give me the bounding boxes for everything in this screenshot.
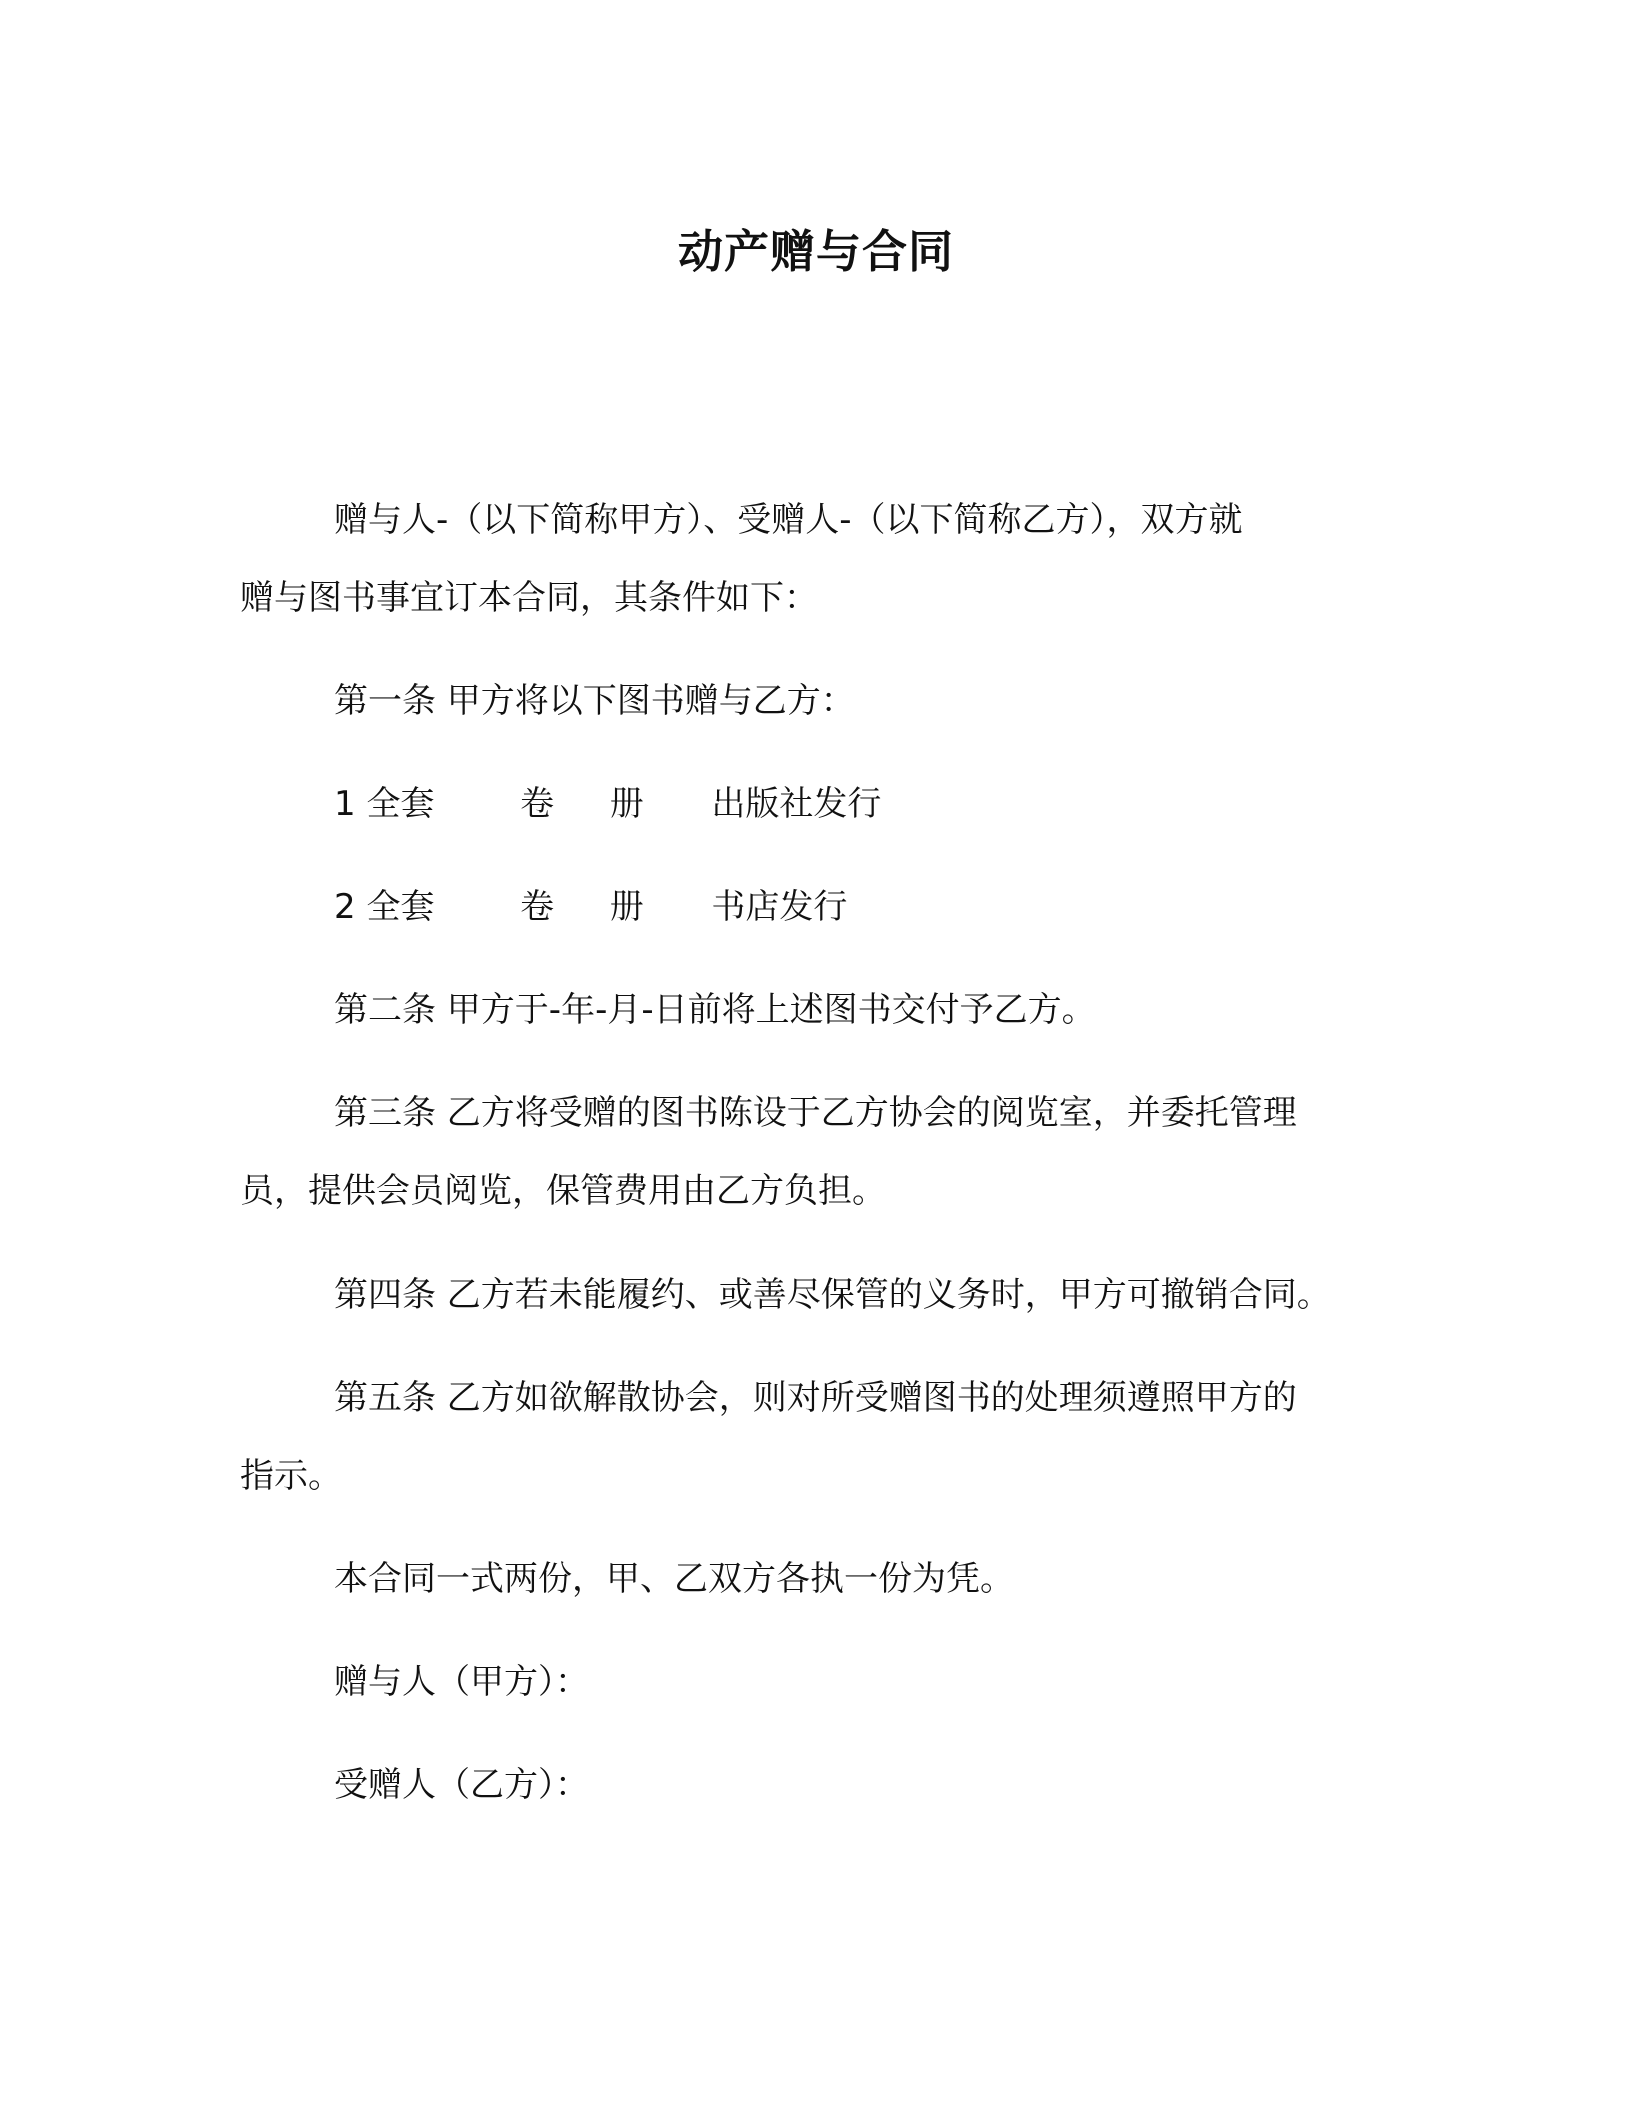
item-2-copies: 册: [609, 887, 644, 927]
item-1-copies: 册: [609, 784, 644, 824]
donee-signature-label: 受赠人（乙方）：: [334, 1765, 589, 1805]
item-1-volume: 卷: [520, 784, 555, 824]
book-item-2: [334, 884, 847, 930]
item-2-set: 全套: [366, 887, 435, 927]
article-5-line-1: 第五条 乙方如欲解散协会，则对所受赠图书的处理须遵照甲方的: [334, 1378, 1297, 1418]
article-3-line-2: 员，提供会员阅览，保管费用由乙方负担。: [240, 1171, 886, 1211]
item-2-publisher: 书店发行: [711, 887, 848, 927]
article-3-line-1: 第三条 乙方将受赠的图书陈设于乙方协会的阅览室，并委托管理: [334, 1093, 1297, 1133]
item-1-number: 1: [334, 784, 356, 824]
intro-line-2: 赠与图书事宜订本合同，其条件如下：: [240, 578, 818, 618]
donor-signature-label: 赠与人（甲方）：: [334, 1662, 589, 1702]
book-item-1: [334, 781, 881, 827]
item-1-publisher: 出版社发行: [711, 784, 882, 824]
article-2: 第二条 甲方于-年-月-日前将上述图书交付予乙方。: [334, 990, 1096, 1030]
item-2-number: 2: [334, 887, 356, 927]
intro-line-1: 赠与人-（以下简称甲方）、受赠人-（以下简称乙方），双方就: [334, 500, 1243, 540]
article-5-line-2: 指示。: [240, 1456, 342, 1496]
item-2-volume: 卷: [520, 887, 555, 927]
document-title: 动产赠与合同: [677, 225, 954, 278]
item-1-set: 全套: [366, 784, 435, 824]
article-1: 第一条 甲方将以下图书赠与乙方：: [334, 681, 855, 721]
article-4: 第四条 乙方若未能履约、或善尽保管的义务时，甲方可撤销合同。: [334, 1275, 1331, 1315]
copies-clause: 本合同一式两份，甲、乙双方各执一份为凭。: [334, 1559, 1014, 1599]
